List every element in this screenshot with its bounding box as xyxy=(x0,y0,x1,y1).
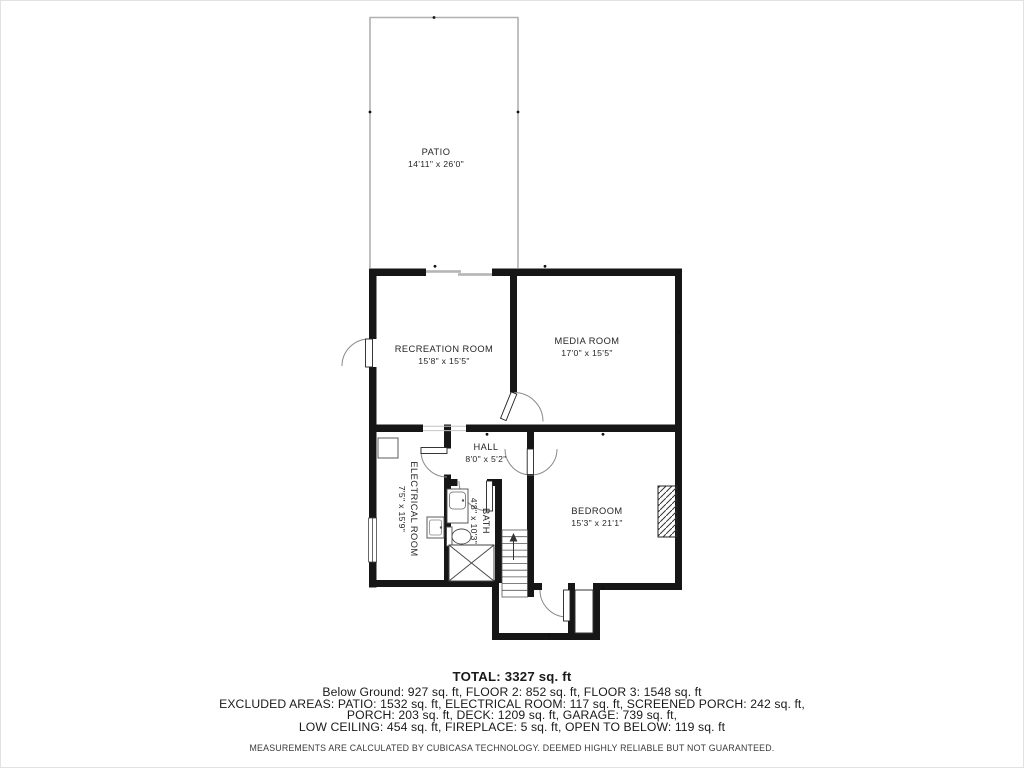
wall-segment xyxy=(369,367,377,519)
room-name: HALL xyxy=(473,442,499,452)
bath-vanity-sink-icon xyxy=(447,489,468,523)
wall-segment xyxy=(510,269,517,393)
wall-segment xyxy=(534,583,542,590)
electrical-room-door xyxy=(421,448,447,478)
room-label-bedroom xyxy=(571,506,623,528)
sliding-door xyxy=(424,270,493,276)
wall-segment xyxy=(466,425,682,433)
lower-room-door xyxy=(540,590,570,621)
wall-segment xyxy=(444,425,451,449)
wall-segment xyxy=(492,269,682,277)
excluded-areas-1: EXCLUDED AREAS: PATIO: 1532 sq. ft, ELECTRICAL ROOM: 117 sq. ft, SCREENED PORCH: 242 sq. ft, xyxy=(219,696,805,711)
room-dims: 15'8" x 15'5" xyxy=(418,356,470,366)
toilet-icon xyxy=(447,527,472,546)
excluded-areas-3: LOW CEILING: 454 sq. ft, FIREPLACE: 5 sq. ft, OPEN TO BELOW: 119 sq. ft xyxy=(298,719,726,734)
room-name: ELECTRICAL ROOM xyxy=(409,461,419,557)
hall-bedroom-door xyxy=(505,449,557,475)
fireplace-hatch xyxy=(658,486,677,537)
window xyxy=(369,518,377,562)
dimension-tick xyxy=(369,111,372,114)
wall-segment xyxy=(369,269,426,277)
wall-segment xyxy=(369,425,423,433)
dimension-tick xyxy=(517,111,520,114)
wall-segment xyxy=(527,425,534,450)
dimension-tick xyxy=(486,433,489,436)
dimension-tick xyxy=(544,265,547,268)
room-label-electrical xyxy=(397,461,419,556)
wall-segment xyxy=(593,583,600,640)
patio-outline xyxy=(370,18,518,269)
dimension-tick xyxy=(678,331,681,334)
room-dims: 15'3" x 21'1" xyxy=(571,518,623,528)
dimension-tick xyxy=(433,16,436,19)
media-room-door xyxy=(501,392,543,422)
wall-segment xyxy=(492,633,600,640)
room-label-patio xyxy=(408,147,464,169)
wall-segment xyxy=(495,479,502,583)
excluded-areas-2: PORCH: 203 sq. ft, DECK: 1209 sq. ft, GARAGE: 739 sq. ft, xyxy=(346,708,678,723)
room-name: BEDROOM xyxy=(571,506,623,516)
stairs xyxy=(502,530,528,597)
lower-doorway xyxy=(575,590,593,633)
area-summary xyxy=(0,669,1024,753)
room-label-hall xyxy=(465,442,506,464)
wall-segment xyxy=(369,269,377,340)
disclaimer: MEASUREMENTS ARE CALCULATED BY CUBICASA TECHNOLOGY. DEEMED HIGHLY RELIABLE BUT NOT GUARANTEED. xyxy=(249,743,775,754)
water-heater-icon xyxy=(427,517,444,538)
exterior-door xyxy=(342,339,373,367)
room-dims: 4'8" x 10'3" xyxy=(469,497,479,545)
room-label-media xyxy=(555,336,620,358)
room-name: RECREATION ROOM xyxy=(394,344,494,354)
room-dims: 14'11" x 26'0" xyxy=(407,159,465,169)
room-dims: 17'0" x 15'5" xyxy=(561,348,613,358)
dimension-tick xyxy=(602,587,605,590)
room-dims: 8'0" x 5'2" xyxy=(465,454,507,464)
room-label-recreation xyxy=(395,344,494,366)
room-dims: 7'5" x 15'9" xyxy=(397,485,407,533)
room-name: BATH xyxy=(481,508,491,534)
low-ceiling-area xyxy=(449,545,494,581)
room-name: PATIO xyxy=(421,147,451,157)
room-name: MEDIA ROOM xyxy=(554,336,620,346)
wall-segment xyxy=(593,583,682,590)
wall-segment xyxy=(492,580,499,640)
dimension-tick xyxy=(602,433,605,436)
wall-segment xyxy=(444,479,458,486)
total-area: TOTAL: 3327 sq. ft xyxy=(452,669,572,684)
dimension-tick xyxy=(434,265,437,268)
electrical-panel-icon xyxy=(378,438,398,458)
wall-segment xyxy=(527,475,534,598)
dimension-tick xyxy=(548,634,551,637)
floor-areas: Below Ground: 927 sq. ft, FLOOR 2: 852 sq. ft, FLOOR 3: 1548 sq. ft xyxy=(322,685,702,699)
